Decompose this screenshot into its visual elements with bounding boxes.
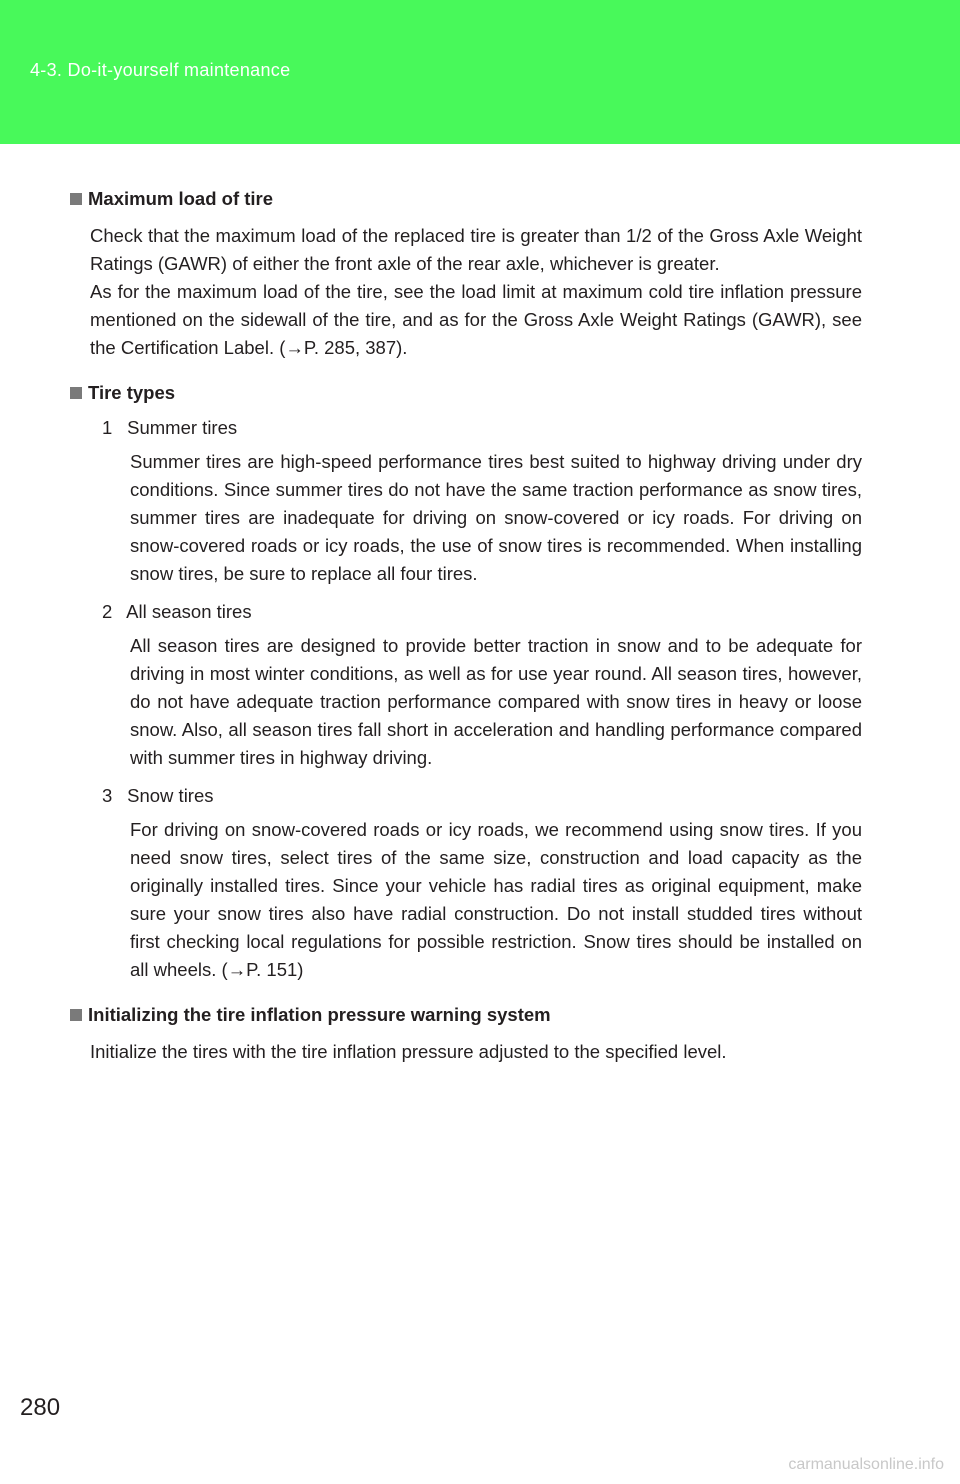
item-description: Summer tires are high-speed performance tires best suited to highway driving under dry conditions. Since summer tires do not have the same traction performance as snow tires, summer tires are inadequate for driving on snow-covered or icy roads. For driving on snow-covered roads or icy roads, the use of snow tires is recommended. When installing snow tires, be sure to replace all four tires. bbox=[130, 451, 862, 584]
paragraph: Initialize the tires with the tire inflation pressure adjusted to the specified level. bbox=[90, 1041, 727, 1062]
list-item bbox=[90, 598, 862, 772]
section-heading bbox=[70, 376, 862, 410]
square-bullet-icon bbox=[70, 1009, 82, 1021]
section-heading bbox=[70, 998, 862, 1032]
item-number: 2 bbox=[102, 601, 113, 622]
heading-text: Initializing the tire inflation pressure warning system bbox=[88, 1004, 551, 1025]
page-number: 280 bbox=[20, 1394, 61, 1421]
item-description: For driving on snow-covered roads or icy roads, we recommend using snow tires. If you need snow tires, select tires of the same size, construction and load capacity as the originally installed tires. Since your vehicle has radial tires as original equipment, make sure your snow tires also have radial construction. Do not install studded tires without first checking local regulations for possible restriction. Snow tires should be installed on all wheels. (→P. 151) bbox=[130, 819, 862, 980]
square-bullet-icon bbox=[70, 387, 82, 399]
item-number: 1 bbox=[102, 417, 113, 438]
section-heading bbox=[70, 182, 862, 216]
item-title bbox=[102, 782, 862, 810]
heading-text: Maximum load of tire bbox=[88, 188, 274, 209]
paragraph: As for the maximum load of the tire, see the load limit at maximum cold tire inflation pressure mentioned on the sidewall of the tire, and as for the Gross Axle Weight Ratings (GAWR), see the Certification Label. (→P. 285, 387). bbox=[90, 281, 862, 358]
square-bullet-icon bbox=[70, 193, 82, 205]
item-title-text: All season tires bbox=[126, 601, 252, 622]
item-title bbox=[102, 414, 862, 442]
section-title: 4-3. Do-it-yourself maintenance bbox=[30, 60, 291, 80]
section-tire-types bbox=[70, 376, 862, 984]
paragraph: Check that the maximum load of the replaced tire is greater than 1/2 of the Gross Axle Weight Ratings (GAWR) of either the front axle of the rear axle, whichever is greater. bbox=[90, 225, 862, 274]
item-title-text: Summer tires bbox=[127, 417, 238, 438]
item-title bbox=[102, 598, 862, 626]
item-title-text: Snow tires bbox=[127, 785, 214, 806]
item-description: All season tires are designed to provide better traction in snow and to be adequate for driving in most winter conditions, as well as for use year round. All season tires, however, do not have adequate traction performance compared with snow tires in heavy or loose snow. Also, all season tires fall short in acceleration and handling performance compared with summer tires in highway driving. bbox=[130, 635, 862, 768]
item-number: 3 bbox=[102, 785, 113, 806]
page-content bbox=[70, 182, 862, 1080]
list-item bbox=[90, 414, 862, 588]
watermark: carmanualsonline.info bbox=[788, 1456, 944, 1473]
heading-text: Tire types bbox=[88, 382, 176, 403]
section-initializing bbox=[70, 998, 862, 1066]
list-item bbox=[90, 782, 862, 984]
section-maximum-load bbox=[70, 182, 862, 362]
section-header-band bbox=[0, 0, 960, 144]
